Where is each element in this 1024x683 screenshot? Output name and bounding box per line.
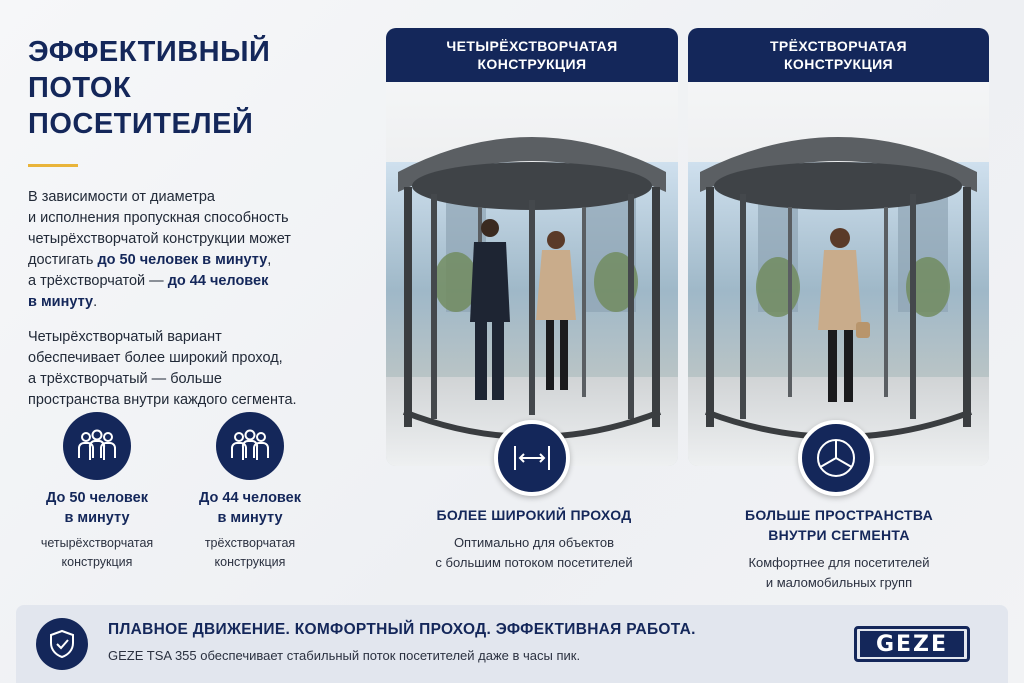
panel-four-wing: [386, 28, 678, 466]
geze-logo: GEZE: [854, 626, 970, 662]
width-arrows-icon: [494, 420, 570, 496]
panel-title: ТРЁХСТВОРЧАТАЯ КОНСТРУКЦИЯ: [688, 28, 989, 82]
feature-subtitle: Оптимально для объектов с большим потоком посетителей: [435, 535, 633, 570]
feature-more-space: [700, 505, 978, 593]
intro-column: [28, 34, 368, 411]
feature-subtitle: Комфортнее для посетителей и маломобильных групп: [748, 555, 930, 590]
banner-title: ПЛАВНОЕ ДВИЖЕНИЕ. КОМФОРТНЫЙ ПРОХОД. ЭФФЕКТИВНАЯ РАБОТА.: [108, 621, 696, 638]
highlight-44: до 44 человек: [167, 273, 269, 289]
feature-title: БОЛЬШЕ ПРОСТРАНСТВА ВНУТРИ СЕГМЕНТА: [744, 507, 934, 543]
page-title: [28, 34, 368, 142]
intro-paragraph: В зависимости от диаметра и исполнения пропускная способность четырёхстворчатой конструкции может достигать до 50 человек в минуту, а трёхстворчатой — до 44 человек в минуту.: [28, 189, 291, 310]
banner-subtitle: GEZE TSA 355 обеспечивает стабильный поток посетителей даже в часы пик.: [108, 648, 581, 663]
stat-title: До 50 человек в минуту: [46, 490, 148, 526]
panel-title: ЧЕТЫРЁХСТВОРЧАТАЯ КОНСТРУКЦИЯ: [386, 28, 678, 82]
stats-row: [28, 412, 348, 572]
title-line-1: ЭФФЕКТИВНЫЙ ПОТОК: [28, 36, 271, 104]
four-wing-door-photo: [386, 82, 678, 466]
feature-title: БОЛЕЕ ШИРОКИЙ ПРОХОД: [436, 507, 632, 523]
feature-wider-passage: [400, 505, 668, 573]
comparison-paragraph: Четырёхстворчатый вариант обеспечивает более широкий проход, а трёхстворчатый — больше пространства внутри каждого сегмента.: [28, 329, 297, 408]
stat-subtitle: четырёхстворчатая конструкция: [40, 536, 154, 569]
stat-title: До 44 человек в минуту: [199, 490, 301, 526]
people-group-icon: [63, 412, 131, 480]
three-wing-door-photo: [688, 82, 989, 466]
accent-rule: [28, 164, 78, 167]
three-segment-icon: [798, 420, 874, 496]
shield-check-icon: [36, 618, 88, 670]
title-line-2: ПОСЕТИТЕЛЕЙ: [28, 108, 254, 140]
stat-three-wing: [180, 412, 320, 572]
highlight-50: до 50 человек в минуту: [97, 252, 268, 268]
bottom-banner: [16, 605, 1008, 683]
people-group-icon: [216, 412, 284, 480]
stat-four-wing: [27, 412, 167, 572]
stat-subtitle: трёхстворчатая конструкция: [204, 536, 296, 569]
panel-three-wing: [688, 28, 989, 466]
